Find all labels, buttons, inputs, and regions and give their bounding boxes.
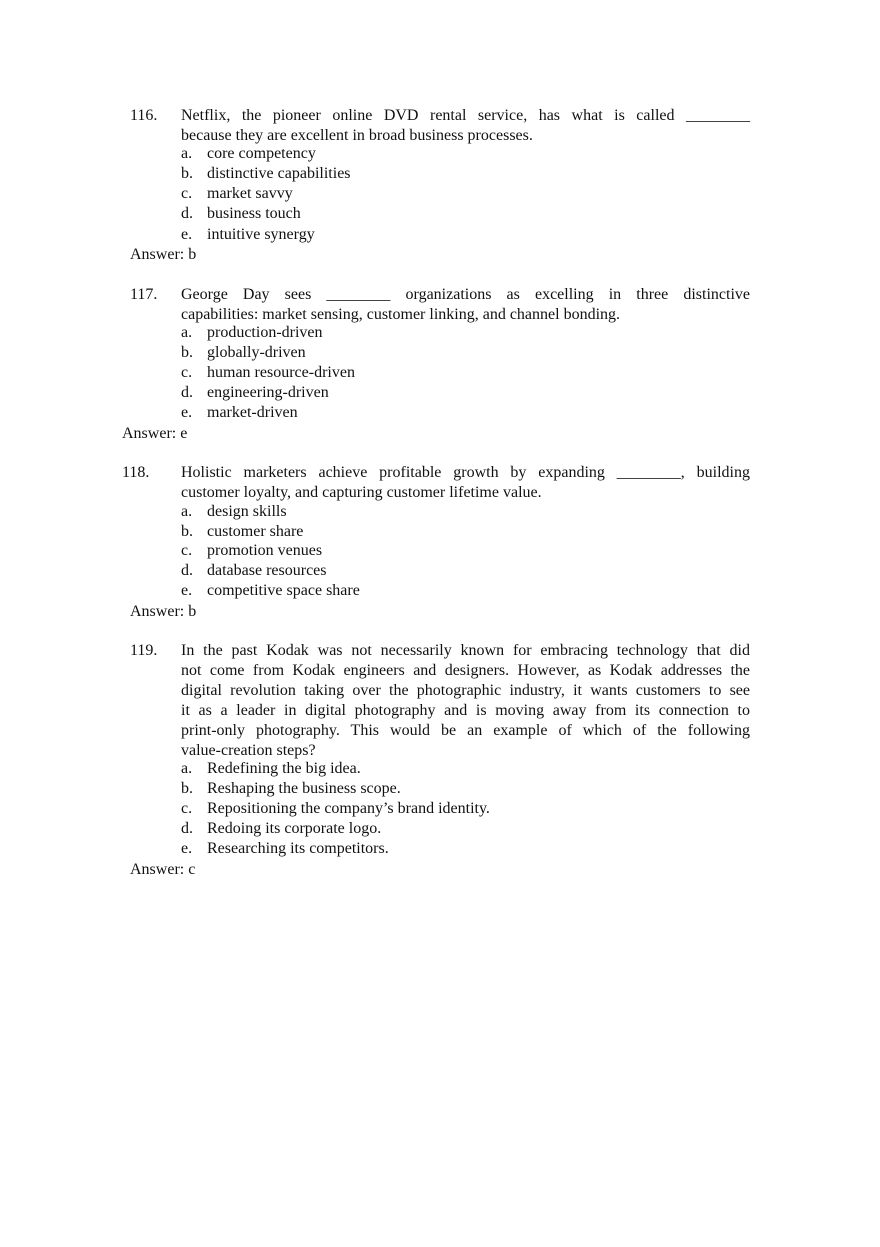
- stem-line: Holistic marketers achieve profitable growth by expanding ________, building: [181, 464, 750, 481]
- option-text: engineering-driven: [207, 384, 329, 401]
- question-number: 119.: [130, 642, 158, 659]
- option-letter: b.: [181, 780, 193, 797]
- stem-line: customer loyalty, and capturing customer lifetime value.: [181, 484, 542, 501]
- option-letter: e.: [181, 226, 193, 243]
- stem-line: print-only photography. This would be an example of which of the following: [181, 722, 750, 739]
- option-text: design skills: [207, 503, 287, 520]
- stem-line: In the past Kodak was not necessarily known for embracing technology that did: [181, 642, 750, 659]
- option-text: market savvy: [207, 185, 293, 202]
- stem-line: Netflix, the pioneer online DVD rental service, has what is called ________: [181, 107, 750, 124]
- stem-line: because they are excellent in broad business processes.: [181, 127, 533, 144]
- option-letter: c.: [181, 800, 193, 817]
- option-text: production-driven: [207, 324, 323, 341]
- option-text: globally-driven: [207, 344, 306, 361]
- option-letter: c.: [181, 542, 193, 559]
- option-letter: c.: [181, 364, 193, 381]
- option-letter: d.: [181, 820, 193, 837]
- option-text: Redoing its corporate logo.: [207, 820, 382, 837]
- question-stem: [181, 285, 750, 325]
- stem-line: it as a leader in digital photography and is moving away from its connection to: [181, 702, 750, 719]
- answer: Answer: b: [130, 246, 197, 263]
- option-text: market-driven: [207, 404, 298, 421]
- option-letter: e.: [181, 404, 193, 421]
- option-text: Redefining the big idea.: [207, 760, 361, 777]
- option-letter: d.: [181, 384, 193, 401]
- question-stem: [181, 641, 750, 761]
- question-stem: [181, 463, 750, 503]
- stem-line: capabilities: market sensing, customer linking, and channel bonding.: [181, 306, 621, 323]
- option-letter: b.: [181, 523, 193, 540]
- option-letter: c.: [181, 185, 193, 202]
- option-text: promotion venues: [207, 542, 323, 559]
- option-text: business touch: [207, 205, 301, 222]
- stem-line: George Day sees ________ organizations as excelling in three distinctive: [181, 286, 750, 303]
- stem-line: not come from Kodak engineers and designers. However, as Kodak addresses the: [181, 662, 750, 679]
- option-text: distinctive capabilities: [207, 165, 351, 182]
- option-text: Researching its competitors.: [207, 840, 389, 857]
- option-letter: a.: [181, 324, 193, 341]
- option-letter: d.: [181, 562, 193, 579]
- question-number: 118.: [122, 464, 150, 481]
- option-letter: a.: [181, 503, 193, 520]
- question-number: 117.: [130, 286, 158, 303]
- option-text: core competency: [207, 145, 316, 162]
- answer: Answer: c: [130, 861, 196, 878]
- option-letter: e.: [181, 840, 193, 857]
- option-letter: b.: [181, 165, 193, 182]
- option-letter: a.: [181, 145, 193, 162]
- answer: Answer: b: [130, 603, 197, 620]
- option-letter: b.: [181, 344, 193, 361]
- option-text: Repositioning the company’s brand identity.: [207, 800, 490, 817]
- option-text: customer share: [207, 523, 304, 540]
- answer: Answer: e: [122, 425, 188, 442]
- option-text: Reshaping the business scope.: [207, 780, 401, 797]
- option-letter: d.: [181, 205, 193, 222]
- question-stem: [181, 106, 750, 146]
- option-letter: a.: [181, 760, 193, 777]
- option-text: intuitive synergy: [207, 226, 315, 243]
- stem-line: digital revolution taking over the photographic industry, it wants customers to see: [181, 682, 750, 699]
- stem-line: value-creation steps?: [181, 742, 316, 759]
- option-text: human resource-driven: [207, 364, 355, 381]
- option-letter: e.: [181, 582, 193, 599]
- option-text: database resources: [207, 562, 327, 579]
- option-text: competitive space share: [207, 582, 360, 599]
- question-number: 116.: [130, 107, 158, 124]
